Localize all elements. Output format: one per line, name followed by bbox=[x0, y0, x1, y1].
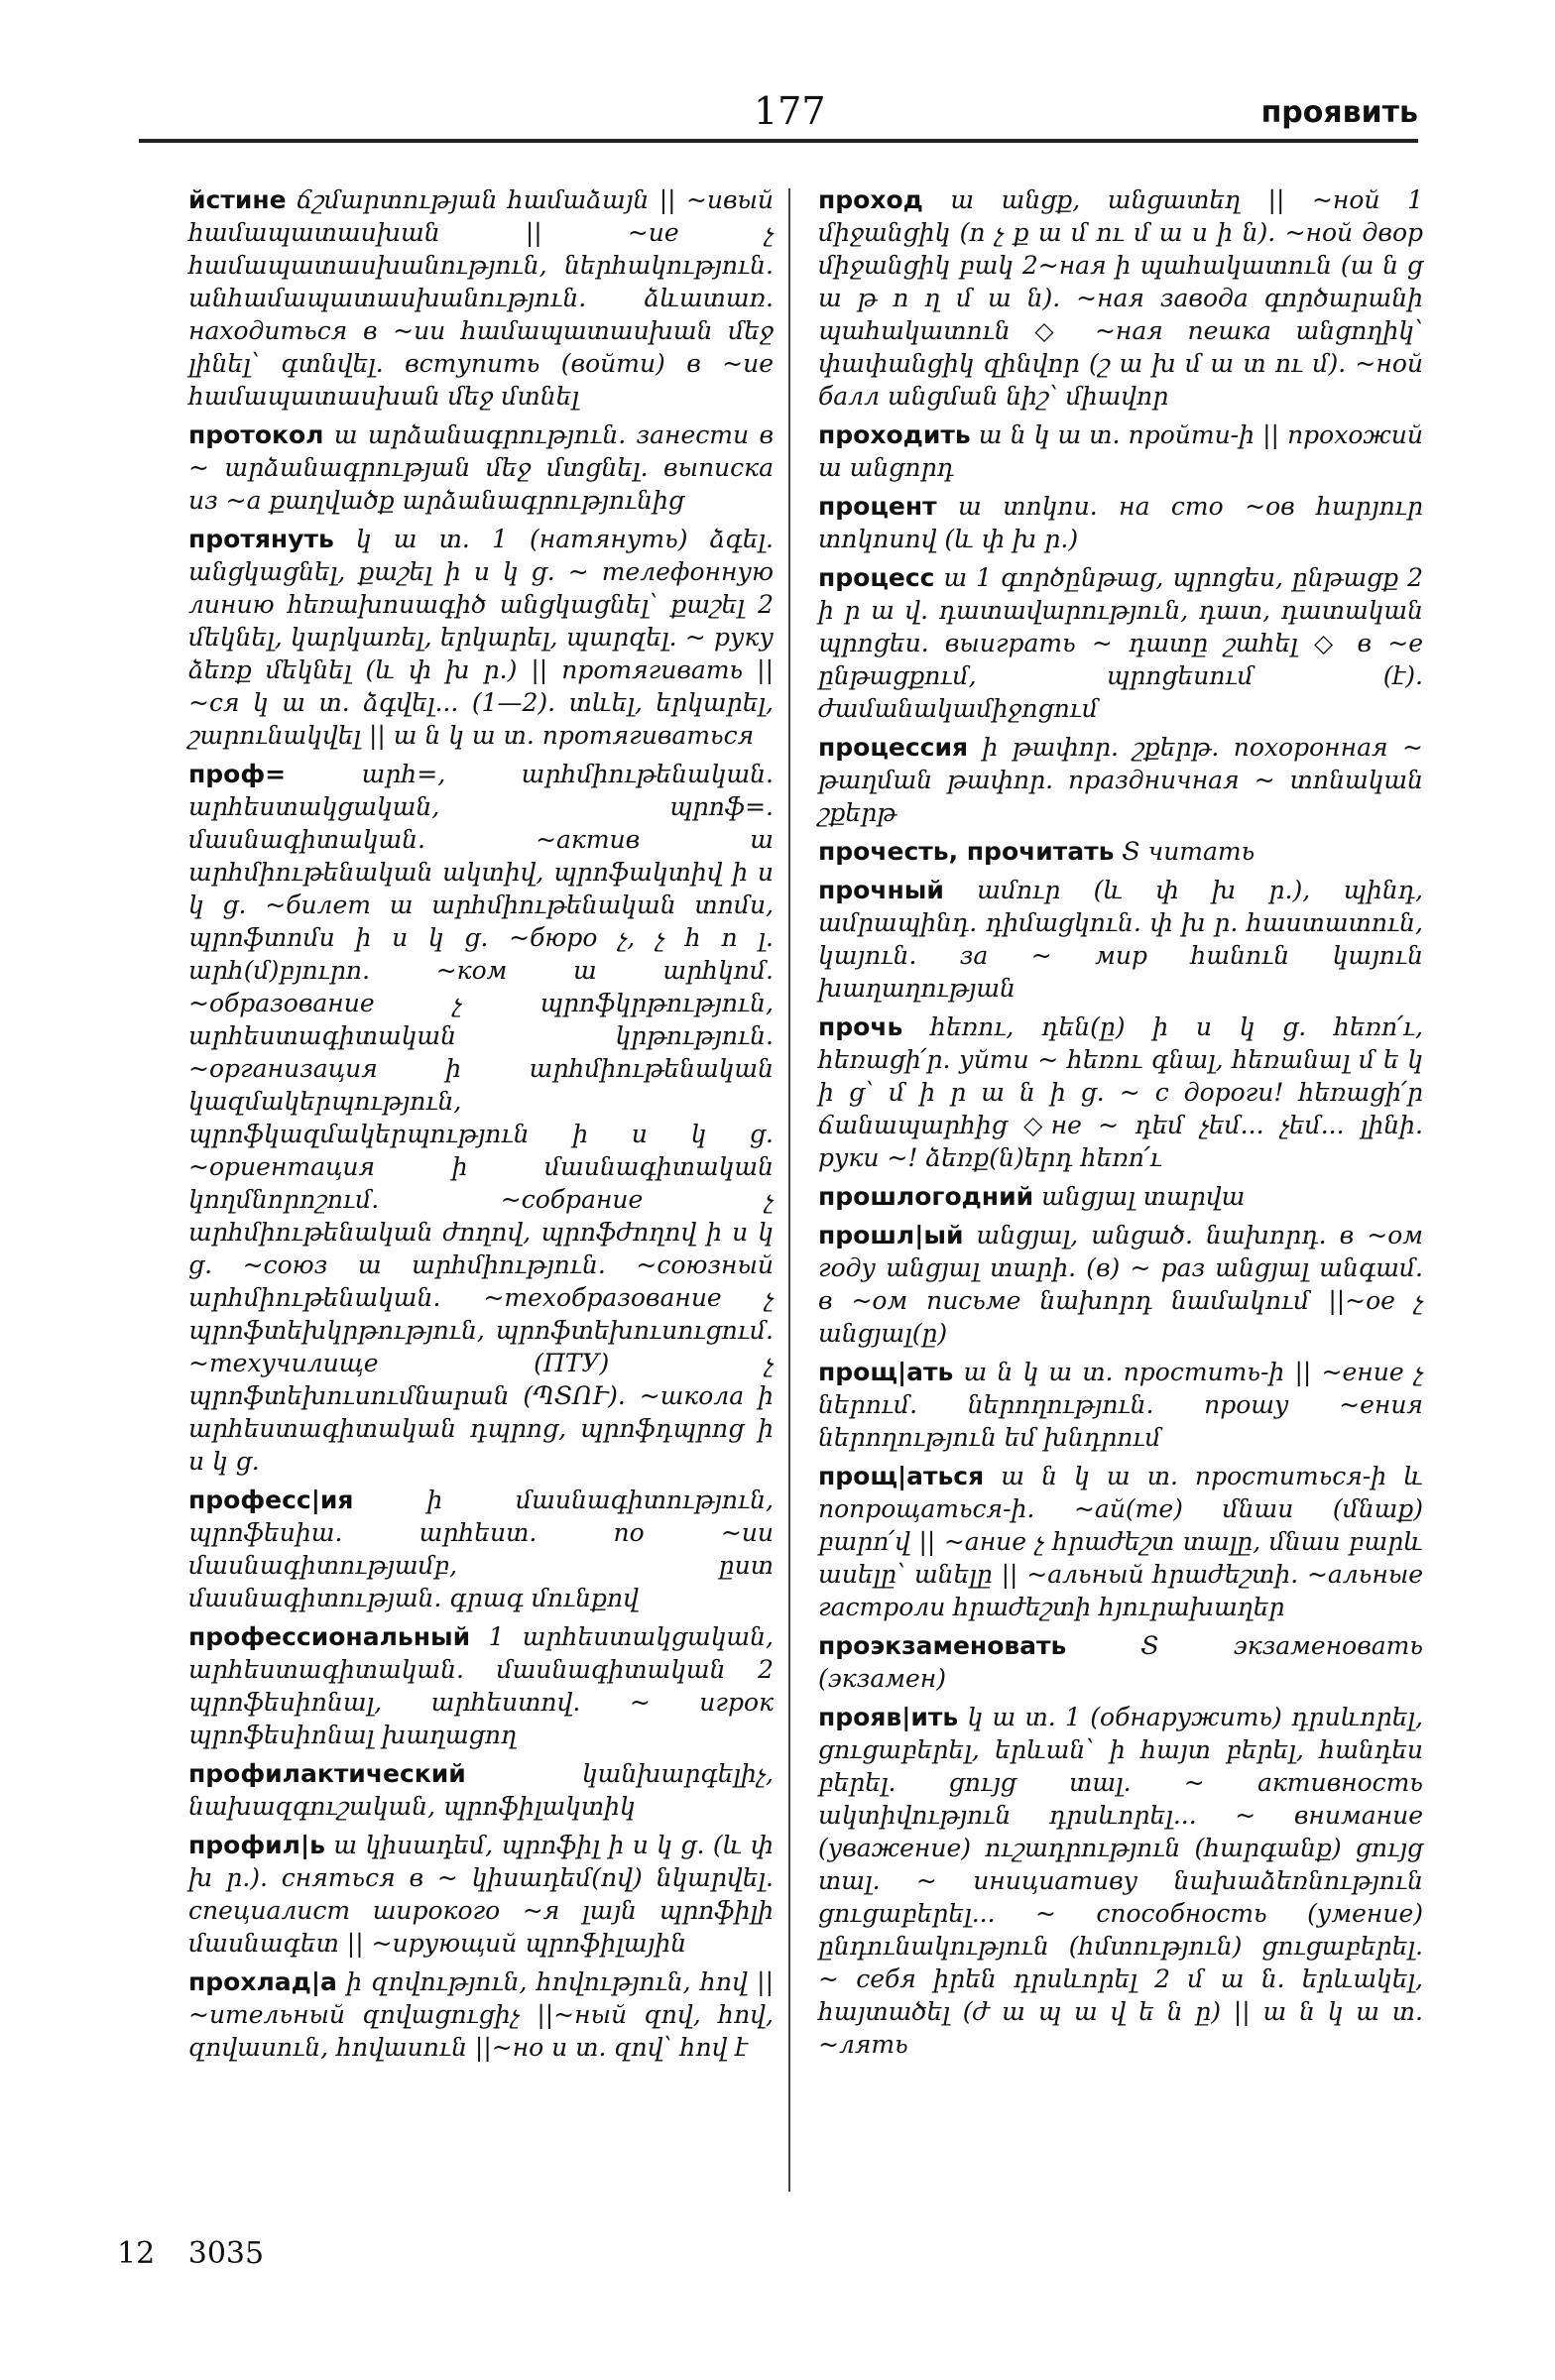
dictionary-entry bbox=[188, 523, 774, 752]
dictionary-entry bbox=[818, 1180, 1423, 1213]
entry-headword: профилактический bbox=[188, 1759, 466, 1788]
signature-mark: 12 bbox=[117, 2236, 156, 2271]
right-column bbox=[818, 183, 1423, 2067]
dictionary-entry bbox=[818, 835, 1423, 868]
entry-headword: прочесть, прочитать bbox=[818, 837, 1115, 866]
left-column bbox=[188, 183, 774, 2070]
entry-translation: ա տոկոս. на сто ~ов հարյուր տոկոսով (և փ խ ր.) bbox=[818, 492, 1423, 553]
dictionary-entry bbox=[188, 1965, 774, 2064]
dictionary-entry bbox=[818, 1629, 1423, 1695]
entry-headword: йстине bbox=[188, 185, 287, 214]
entry-headword: прохлад|а bbox=[188, 1967, 337, 1996]
entry-headword: прочь bbox=[818, 1012, 903, 1041]
dictionary-entry bbox=[818, 561, 1423, 725]
running-head: проявить bbox=[1260, 95, 1418, 130]
entry-translation: ի թափոր. շքերթ. похоронная ~ թաղման թափոր. праздничная ~ տոնական շքերթ bbox=[818, 733, 1423, 827]
entry-translation: ա կիսադեմ, պրոֆիլ ի ս կ ց. (և փ խ ր.). сняться в ~ կիսադեմ(ով) նկարվել. специалист широкого ~я լայն պրոֆիլի մասնագետ || ~ирующий պրոֆիլային bbox=[188, 1831, 774, 1958]
entry-headword: прошлогодний bbox=[818, 1182, 1034, 1211]
entry-translation: ա արձանագրություն. занести в ~ արձանագրության մեջ մտցնել. выписка из ~а քաղվածք արձանագրությունից bbox=[188, 420, 774, 515]
entry-headword: професс|ия bbox=[188, 1486, 354, 1514]
dictionary-entry bbox=[818, 731, 1423, 829]
entry-translation: ի զովություն, հովություն, հով || ~ительный զովացուցիչ ||~ный զով, հով, զովասուն, հովասուն ||~но ս տ. զով՝ հով է bbox=[188, 1967, 775, 2062]
entry-translation: ա 1 գործընթաց, պրոցես, ընթացք 2 ի ր ա վ. դատավարություն, դատ, դատական պրոցես. выиграть ~ դատը շահել ◇ в ~е ընթացքում, պրոցեսում (է). ժամանակամիջոցում bbox=[818, 563, 1423, 723]
header-rule bbox=[139, 139, 1418, 143]
entry-translation: Տ экзаменовать (экзамен) bbox=[818, 1631, 1423, 1693]
entry-headword: проходить bbox=[818, 420, 971, 449]
page-header bbox=[139, 79, 1418, 139]
entry-translation: 1 արհեստակցական, արհեստագիտական. մասնագիտական 2 պրոֆեսիոնալ, արհեստով. ~ игрок պրոֆեսիոնալ խաղացող bbox=[188, 1622, 774, 1749]
entry-translation: ի մասնագիտություն, պրոֆեսիա. արհեստ. по ~ии մասնագիտությամբ, ըստ մասնագիտության. գրագ մունքով bbox=[188, 1486, 774, 1612]
entry-headword: проф= bbox=[188, 760, 287, 788]
entry-headword: прощ|аться bbox=[818, 1462, 985, 1490]
dictionary-entry bbox=[818, 1356, 1423, 1454]
entry-headword: процессия bbox=[818, 733, 969, 762]
column-divider bbox=[788, 188, 790, 2192]
dictionary-entry bbox=[188, 1484, 774, 1614]
dictionary-entry bbox=[818, 1219, 1423, 1350]
entry-translation: անցյալ տարվա bbox=[1041, 1182, 1246, 1211]
dictionary-entry bbox=[818, 183, 1423, 413]
entry-translation: արհ=, արհմիութենական. արհեստակցական, պրոֆ=. մասնագիտական. ~актив ա արհմիութենական ակտիվ, պրոֆակտիվ ի ս կ ց. ~билет ա արհմիութենական տոմս, պրոֆտոմս ի ս կ ց. ~бюро չ, չ հ ո լ. արհ(մ)բյուրո. ~ком ա արհկոմ. ~образование չ պրոֆկրթություն, արհեստագիտական կրթություն. ~организация ի արհմիութենական կազմակերպություն, պրոֆկազմակերպություն ի ս կ ց. ~ориентация ի մասնագիտական կողմնորոշում. ~собрание չ արհմիութենական ժողով, պրոֆժողով ի ս կ ց. ~союз ա արհմիություն. ~союзный արհմիութենական. ~техобразование չ պրոֆտեխկրթություն, պրոֆտեխուսուցում. ~техучилище (ПТУ) չ պրոֆտեխուսումնարան (ՊՏՈՒ). ~школа ի արհեստագիտական դպրոց, պրոֆդպրոց ի ս կ ց. bbox=[188, 760, 774, 1476]
entry-headword: проход bbox=[818, 185, 923, 214]
dictionary-entry bbox=[188, 418, 774, 517]
print-code: 3035 bbox=[187, 2236, 265, 2271]
entry-headword: процесс bbox=[818, 563, 935, 592]
entry-translation: անցյալ, անցած. նախորդ. в ~ом году անցյալ տարի. (в) ~ раз անցյալ անգամ. в ~ом письме նախորդ նամակում ||~ое չ անցյալ(ը) bbox=[818, 1221, 1423, 1348]
entry-headword: прошл|ый bbox=[818, 1221, 964, 1250]
dictionary-entry bbox=[818, 1011, 1423, 1174]
page-footer bbox=[117, 2236, 288, 2271]
dictionary-entry bbox=[818, 1460, 1423, 1623]
entry-translation: կ ա տ. 1 (натянуть) ձգել. անցկացնել, քաշել ի ս կ ց. ~ телефонную линию հեռախոսագիծ անցկացնել՝ քաշել 2 մեկնել, կարկառել, երկարել, պարզել. ~ руку ձեռք մեկնել (և փ խ ր.) || протягивать || ~ся կ ա տ. ձգվել... (1—2). տևել, երկարել, շարունակվել || ա ն կ ա տ. протягиваться bbox=[188, 525, 774, 750]
entry-translation: ա ն կ ա տ. пройти-ի || прохожий ա անցորդ bbox=[818, 420, 1423, 482]
entry-headword: проэкзаменовать bbox=[818, 1631, 1067, 1660]
entry-headword: протокол bbox=[188, 420, 324, 449]
dictionary-entry bbox=[818, 1701, 1423, 2061]
entry-headword: протянуть bbox=[188, 525, 334, 553]
dictionary-entry bbox=[188, 1757, 774, 1823]
entry-headword: прощ|ать bbox=[818, 1358, 954, 1386]
dictionary-entry bbox=[818, 874, 1423, 1005]
entry-translation: ա ն կ ա տ. проститься-ի և попрощаться-ի. ~ай(те) մնաս (մնաք) բարո՛վ || ~ание չ հրաժեշտ տալը, մնաս բարև ասելը՝ անելը || ~альный հրաժեշտի. ~альные гастроли հրաժեշտի հյուրախաղեր bbox=[818, 1462, 1423, 1621]
entry-headword: процент bbox=[818, 492, 937, 521]
dictionary-entry bbox=[818, 418, 1423, 484]
entry-headword: профил|ь bbox=[188, 1831, 325, 1859]
entry-translation: Տ читать bbox=[1122, 837, 1256, 866]
entry-headword: прояв|ить bbox=[818, 1703, 959, 1731]
entry-translation: ա անցք, անցատեղ || ~ной 1 միջանցիկ (ո չ ք ա մ ու մ ա ս ի ն). ~ной двор միջանցիկ բակ 2~ная ի պահակատուն (ա ն ց ա թ ո ղ մ ա ն). ~ная завода գործարանի պահակատուն ◇ ~ная пешка անցողիկ՝ փափանցիկ զինվոր (շ ա խ մ ա տ ու մ). ~ной балл անցման նիշ՝ միավոր bbox=[818, 185, 1423, 411]
entry-headword: прочный bbox=[818, 876, 944, 904]
dictionary-entry bbox=[188, 1829, 774, 1960]
entry-translation: ա ն կ ա տ. простить-ի || ~ение չ ներում. ներողություն. прошу ~ения ներողություն եմ խնդրում bbox=[818, 1358, 1423, 1452]
entry-translation: ամուր (և փ խ ր.), պինդ, ամրապինդ. դիմացկուն. փ խ ր. հաստատուն, կայուն. за ~ мир հանուն կայուն խաղաղության bbox=[818, 876, 1423, 1003]
entry-translation: կանխարգելիչ, նախազգուշական, պրոֆիլակտիկ bbox=[188, 1759, 774, 1821]
dictionary-entry bbox=[188, 183, 774, 413]
entry-translation: հեռու, դեն(ը) ի ս կ ց. հեռո՛ւ, հեռացի՛ր. уйти ~ հեռու գնալ, հեռանալ մ ե կ ի ց՝ մ ի ր ա ն ի ց. ~ с дороги! հեռացի՛ր ճանապարհից ◇не ~ դեմ չեմ... չեմ... լինի. руки ~! ձեռք(ն)երդ հեռո՛ւ bbox=[818, 1012, 1423, 1172]
dictionary-entry bbox=[818, 490, 1423, 555]
entry-translation: կ ա տ. 1 (обнаружить) դրսևորել, ցուցաբերել, երևան՝ ի հայտ բերել, հանդես բերել. ցույց տալ. ~ активность ակտիվություն դրսևորել... ~ внимание (уважение) ուշադրություն (հարգանք) ցույց տալ. ~ инициативу նախաձեռնություն ցուցաբերել... ~ способность (умение) ընդունակություն (հմտություն) ցուցաբերել. ~ себя իրեն դրսևորել 2 մ ա ն. երևակել, հայտածել (ժ ա պ ա վ ե ն ը) || ա ն կ ա տ. ~лять bbox=[818, 1703, 1423, 2059]
entry-headword: профессиональный bbox=[188, 1622, 471, 1651]
page-number: 177 bbox=[754, 89, 826, 133]
dictionary-entry bbox=[188, 758, 774, 1478]
dictionary-entry bbox=[188, 1620, 774, 1751]
entry-translation: ճշմարտության համաձայն || ~ивый համապատասխան || ~ие չ համապատասխանություն, ներհակություն. անհամապատասխանություն. ձևատառ. находиться в ~ии համապատասխան մեջ լինել՝ գտնվել. вступить (войти) в ~ие համապատասխան մեջ մտնել bbox=[188, 185, 774, 411]
